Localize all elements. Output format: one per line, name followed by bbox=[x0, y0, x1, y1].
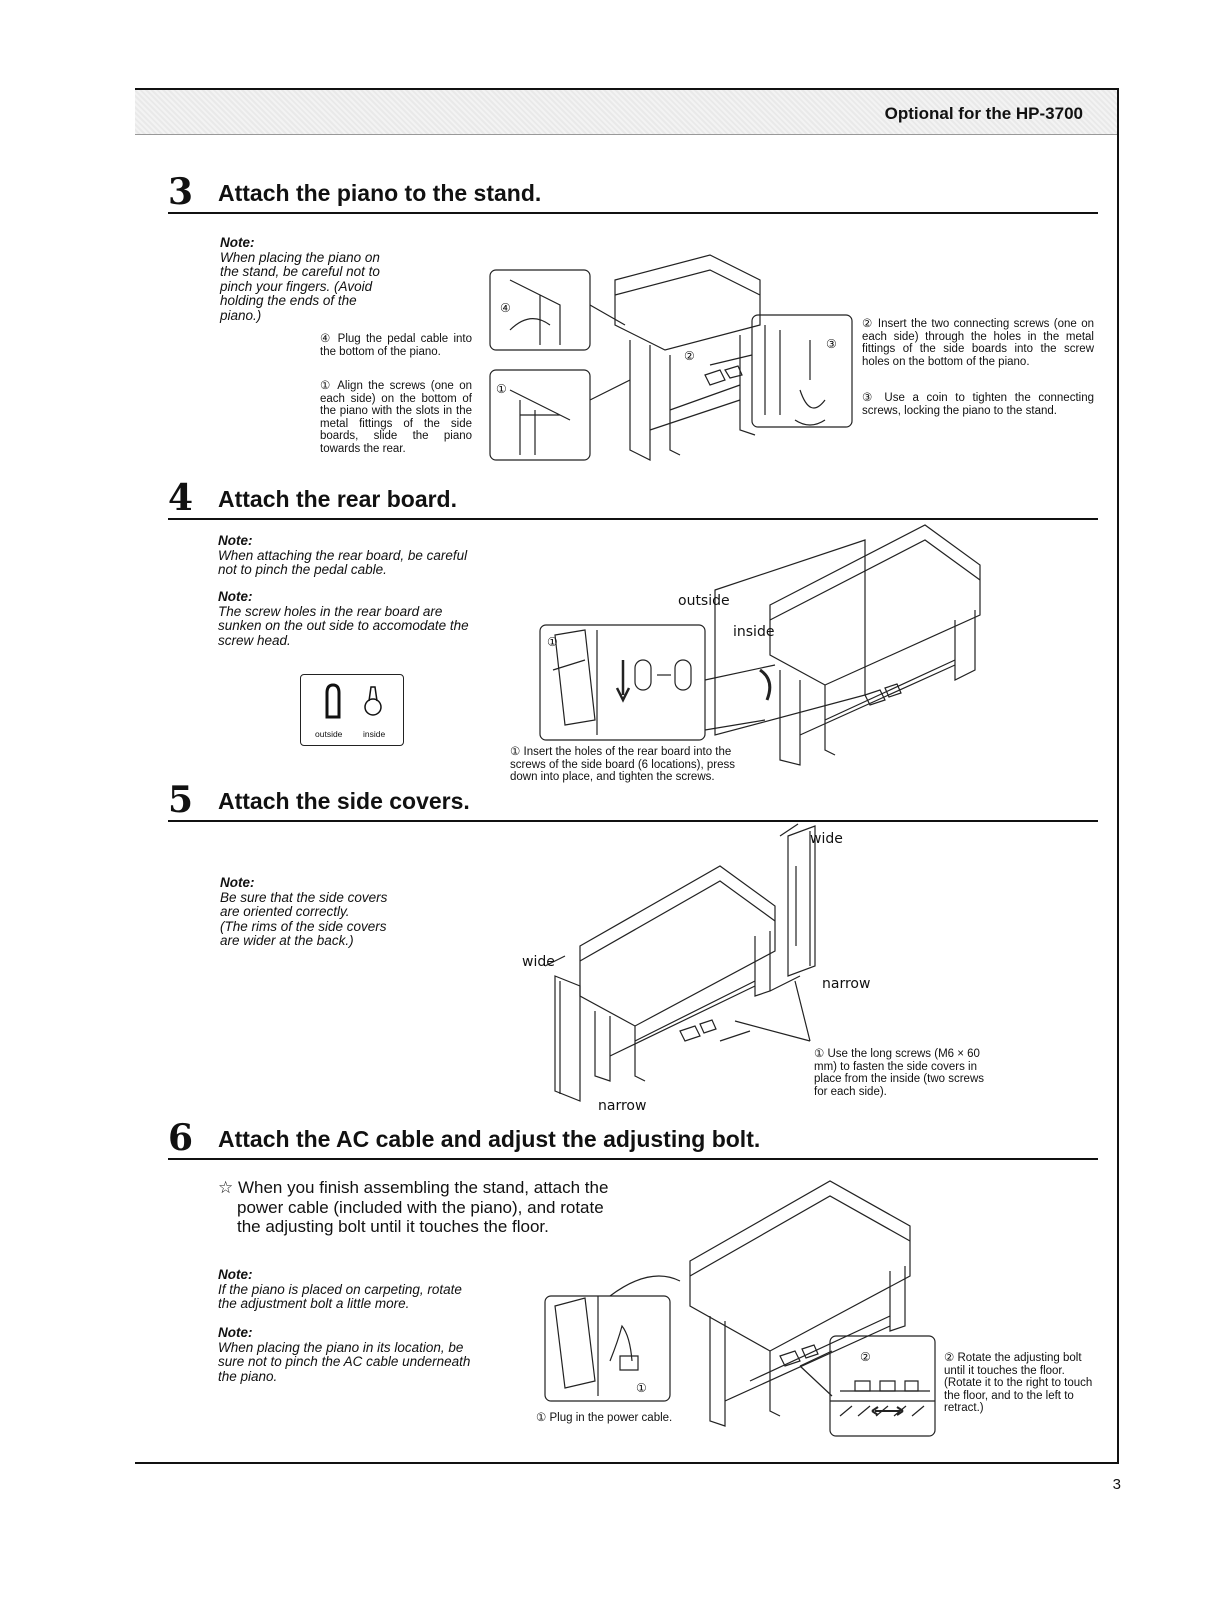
figure-label-narrow-right: narrow bbox=[822, 976, 871, 992]
step-3-title: Attach the piano to the stand. bbox=[218, 180, 542, 206]
step-6-illustration bbox=[540, 1166, 940, 1438]
step-6-note-2 bbox=[218, 1326, 518, 1384]
note-line: pinch your fingers. (Avoid bbox=[220, 278, 373, 294]
step-5-number: 5 bbox=[168, 779, 194, 821]
note-line: Be sure that the side covers bbox=[220, 889, 388, 905]
note-line: sure not to pinch the AC cable underneath bbox=[218, 1354, 471, 1369]
hole-label-inside: inside bbox=[363, 729, 386, 739]
header-banner bbox=[135, 90, 1117, 135]
note-label: Note: bbox=[218, 1325, 253, 1340]
note-line: holding the ends of the bbox=[220, 293, 357, 308]
step-3-number: 3 bbox=[168, 171, 194, 213]
hole-label-outside: outside bbox=[315, 729, 343, 739]
step-4-callout-1: ① Insert the holes of the rear board into the screws of the side board (6 locations), press down into place, and tighten the screws. bbox=[510, 746, 735, 783]
figure-label-narrow-left: narrow bbox=[598, 1098, 647, 1114]
step-3-callout-1: ① Align the screws (one on each side) on the bottom of the piano with the slots in the metal fittings of the side boards, slide the piano towards the rear. bbox=[320, 380, 472, 455]
figure-label-outside: outside bbox=[678, 593, 730, 609]
step-5-illustration bbox=[520, 826, 871, 1116]
note-line: are wider at the back.) bbox=[220, 933, 354, 948]
step-4-heading bbox=[168, 478, 1098, 520]
note-line: The screw holes in the rear board are bbox=[218, 603, 443, 619]
note-line: When placing the piano in its location, be bbox=[218, 1339, 464, 1355]
note-label: Note: bbox=[218, 1267, 253, 1282]
note-line: the adjustment bolt a little more. bbox=[218, 1296, 410, 1311]
step-5-callout-1: ① Use the long screws (M6 × 60 mm) to fasten the side covers in place from the inside (two screws for each side). bbox=[814, 1048, 985, 1098]
note-label: Note: bbox=[220, 875, 255, 890]
step-6-number: 6 bbox=[168, 1117, 194, 1159]
note-line: (The rims of the side covers bbox=[220, 918, 387, 934]
step-6-note-1 bbox=[218, 1268, 518, 1312]
step-4-note-2 bbox=[218, 590, 518, 648]
step-5-note bbox=[220, 876, 420, 949]
figure-marker-2: ② bbox=[684, 349, 695, 363]
banner-title: Optional for the HP-3700 bbox=[884, 104, 1083, 123]
note-line: If the piano is placed on carpeting, rotate bbox=[218, 1281, 462, 1297]
step-4-number: 4 bbox=[168, 477, 194, 519]
step-3-callout-3: ③ Use a coin to tighten the connecting screws, locking the piano to the stand. bbox=[862, 392, 1094, 417]
note-line: sunken on the out side to accomodate the bbox=[218, 618, 469, 633]
instruction-line: ☆ When you finish assembling the stand, attach the bbox=[218, 1178, 609, 1197]
step-3-callout-2: ② Insert the two connecting screws (one on each side) through the holes in the metal fittings of the side boards into the screw holes on the bottom of the piano. bbox=[862, 318, 1094, 368]
step-4-note-1 bbox=[218, 534, 518, 578]
screw-hole-diagram bbox=[300, 674, 404, 746]
step-3-note bbox=[220, 236, 420, 323]
step-6-callout-2: ② Rotate the adjusting bolt until it touches the floor. (Rotate it to the right to touch the floor, and to the left to retract.) bbox=[944, 1352, 1093, 1414]
step-3-callout-4: ④ Plug the pedal cable into the bottom of the piano. bbox=[320, 333, 472, 358]
step-5-title: Attach the side covers. bbox=[218, 788, 470, 814]
step-4-title: Attach the rear board. bbox=[218, 486, 457, 512]
note-line: piano.) bbox=[220, 307, 262, 323]
note-line: the stand, be careful not to bbox=[220, 264, 380, 279]
figure-marker-3: ③ bbox=[826, 337, 837, 351]
page-number: 3 bbox=[1112, 1476, 1121, 1493]
figure-marker-4: ④ bbox=[500, 301, 511, 315]
note-line: When attaching the rear board, be careful bbox=[218, 547, 468, 563]
figure-label-wide-left: wide bbox=[522, 954, 555, 970]
step-3-illustration bbox=[480, 250, 860, 472]
note-line: not to pinch the pedal cable. bbox=[218, 562, 387, 577]
note-line: are oriented correctly. bbox=[220, 904, 350, 919]
note-label: Note: bbox=[220, 235, 255, 250]
note-line: screw head. bbox=[218, 632, 291, 648]
step-4-illustration bbox=[535, 520, 995, 780]
figure-label-inside: inside bbox=[733, 624, 775, 640]
figure-marker-1: ① bbox=[547, 635, 558, 649]
instruction-line: power cable (included with the piano), and rotate bbox=[237, 1197, 604, 1217]
figure-label-wide-right: wide bbox=[810, 831, 843, 847]
note-label: Note: bbox=[218, 589, 253, 604]
note-line: When placing the piano on bbox=[220, 249, 380, 265]
figure-marker-1: ① bbox=[496, 382, 507, 396]
instruction-line: the adjusting bolt until it touches the floor. bbox=[237, 1217, 549, 1236]
figure-marker-1: ① bbox=[636, 1381, 647, 1395]
note-label: Note: bbox=[218, 533, 253, 548]
screw-hole-icons bbox=[301, 681, 403, 731]
figure-marker-2: ② bbox=[860, 1350, 871, 1364]
step-3-heading bbox=[168, 172, 1098, 214]
step-5-heading bbox=[168, 780, 1098, 822]
step-6-heading bbox=[168, 1118, 1098, 1160]
step-6-callout-1: ① Plug in the power cable. bbox=[536, 1412, 673, 1424]
step-6-title: Attach the AC cable and adjust the adjusting bolt. bbox=[218, 1126, 761, 1152]
note-line: the piano. bbox=[218, 1368, 278, 1384]
